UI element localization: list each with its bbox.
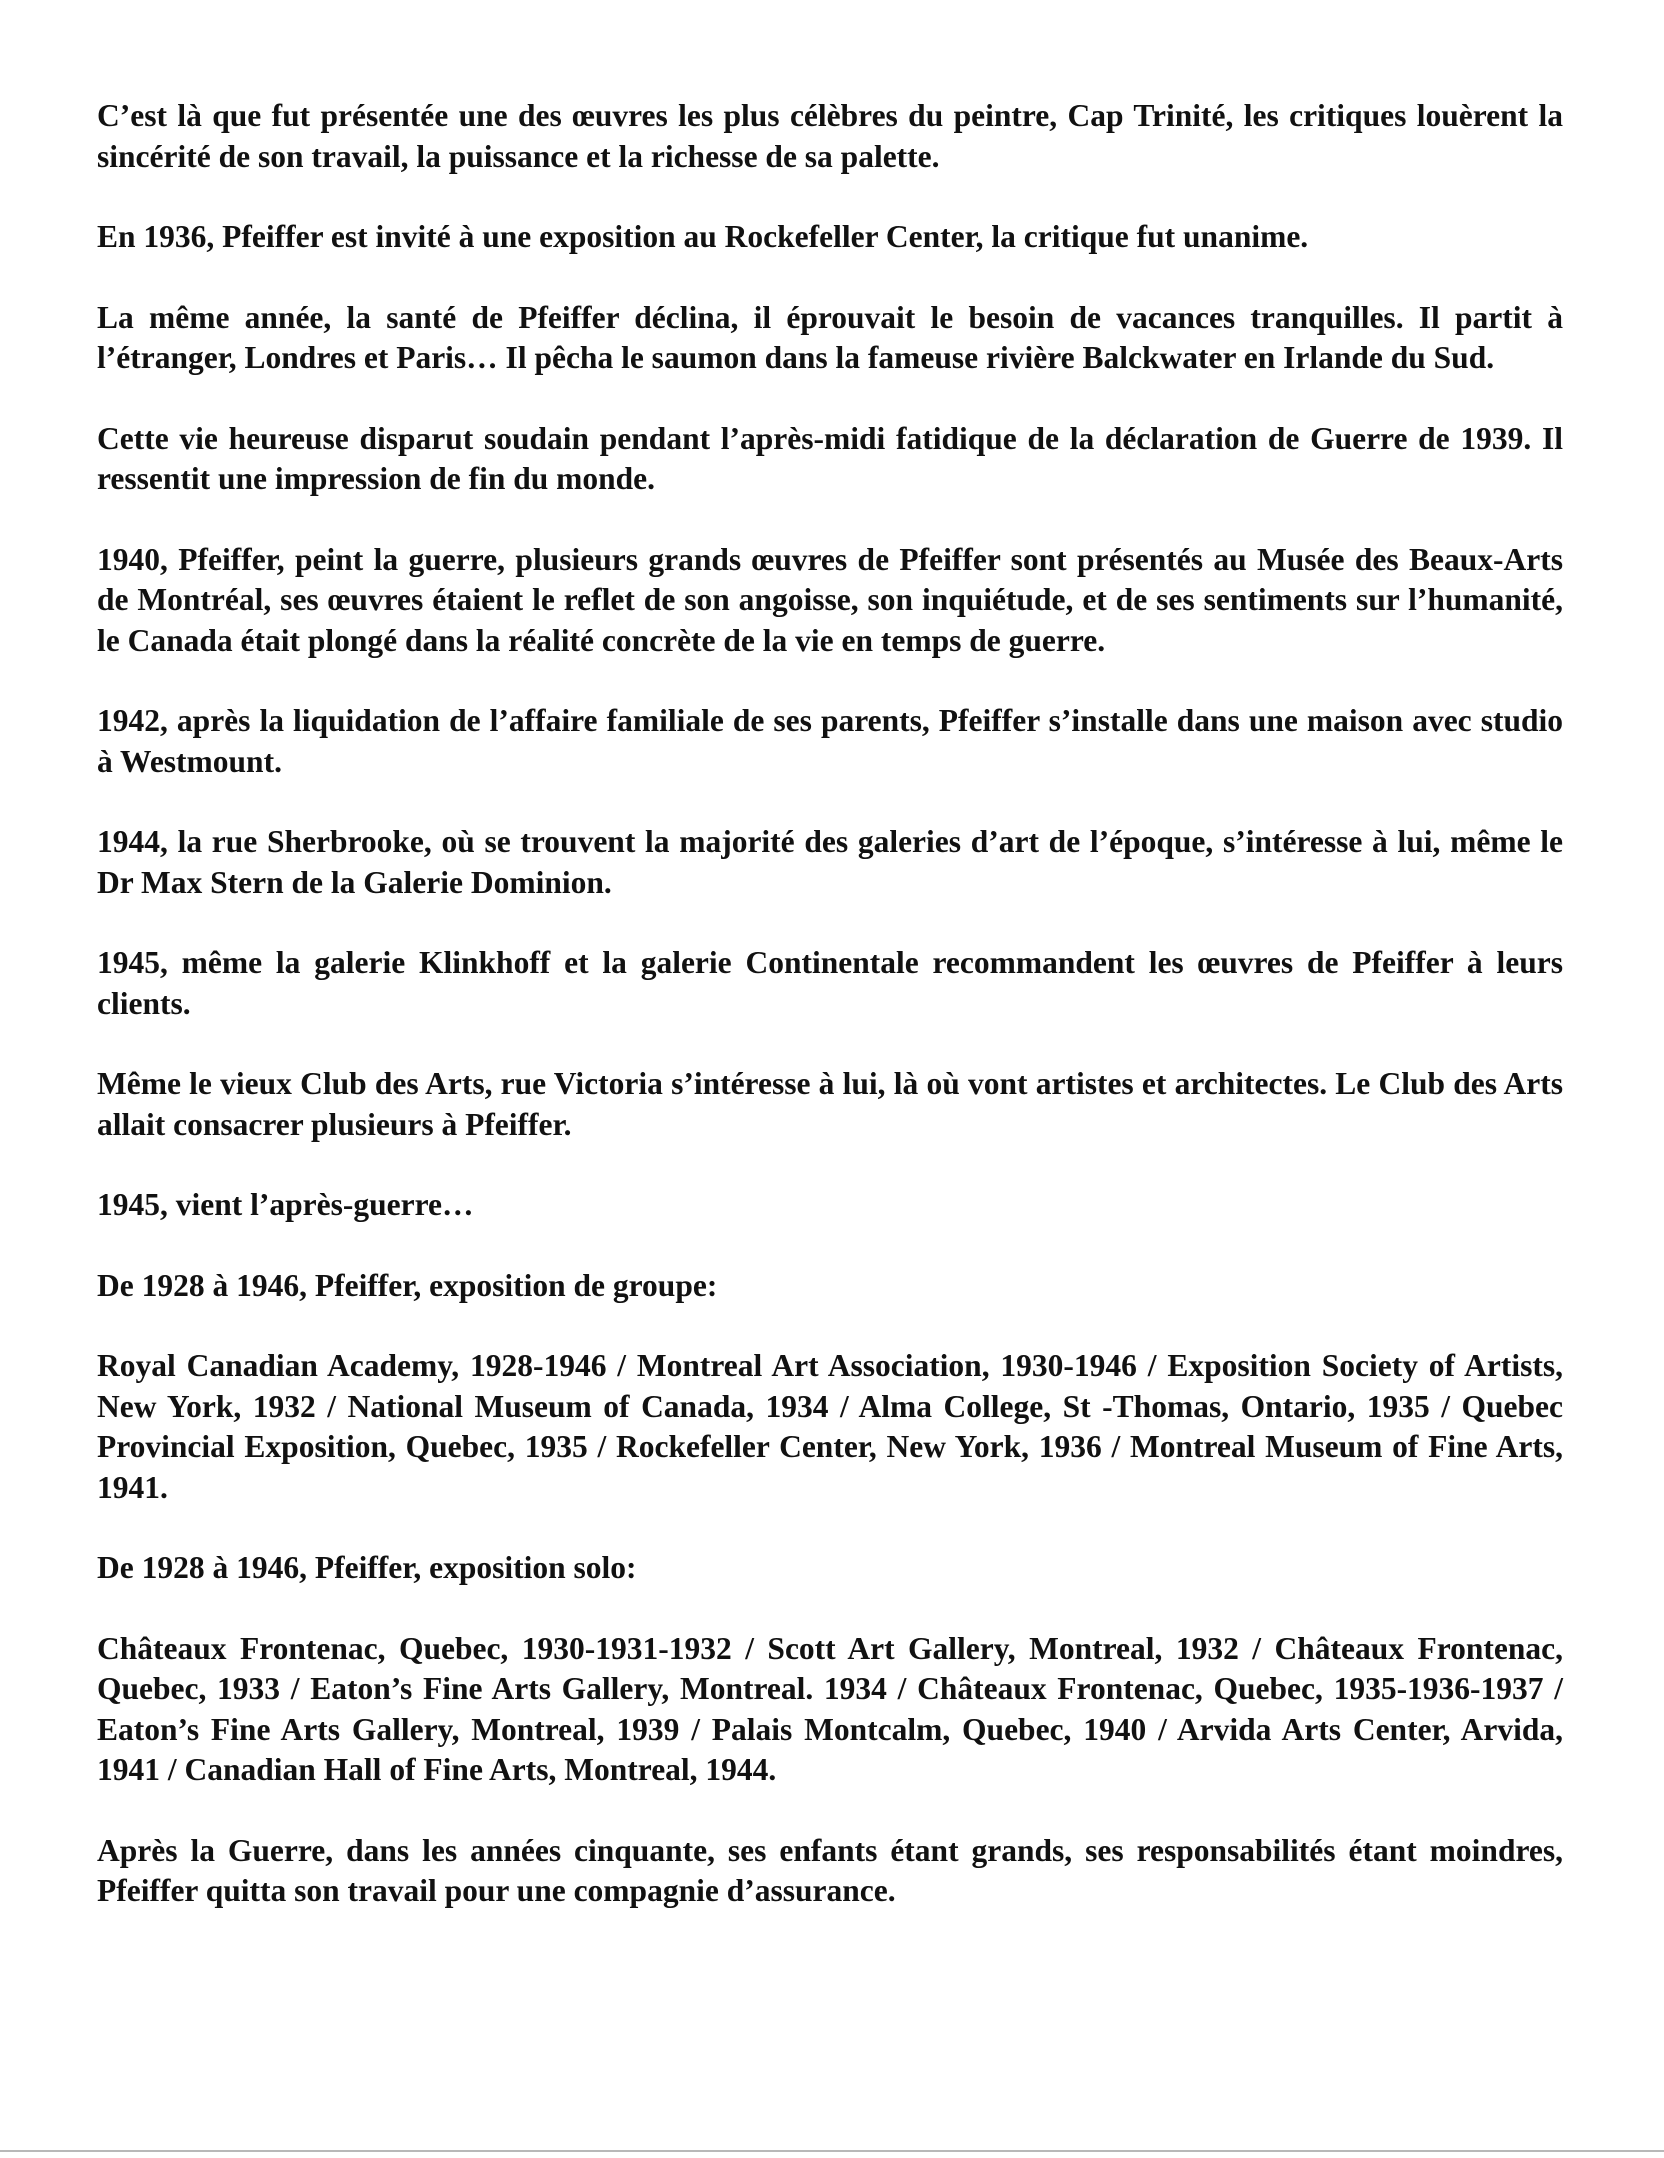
paragraph-1944-sherbrooke: 1944, la rue Sherbrooke, où se trouvent la majorité des galeries d’art de l’époque, s’intéresse à lui, même le Dr Max Stern de la Galerie Dominion. <box>97 824 1563 900</box>
heading-exposition-groupe: De 1928 à 1946, Pfeiffer, exposition de groupe: <box>97 1267 718 1303</box>
paragraph-sante-vacances: La même année, la santé de Pfeiffer déclina, il éprouvait le besoin de vacances tranquilles. Il partit à l’étranger, Londres et Paris… Il pêcha le saumon dans la fameuse rivière Balckwater en Irlande du Sud. <box>97 299 1563 375</box>
body-text <box>97 96 1563 1912</box>
paragraph-annees-cinquante: Après la Guerre, dans les années cinquante, ses enfants étant grands, ses responsabilités étant moindres, Pfeiffer quitta son travail pour une compagnie d’assurance. <box>97 1832 1563 1908</box>
paragraph-liste-groupe: Royal Canadian Academy, 1928-1946 / Montreal Art Association, 1930-1946 / Exposition Society of Artists, New York, 1932 / National Museum of Canada, 1934 / Alma College, St -Thomas, Ontario, 1935 / Quebec Provincial Exposition, Quebec, 1935 / Rockefeller Center, New York, 1936 / Montreal Museum of Fine Arts, 1941. <box>97 1348 1563 1505</box>
paragraph-liste-solo: Châteaux Frontenac, Quebec, 1930-1931-1932 / Scott Art Gallery, Montreal, 1932 / Châteaux Frontenac, Quebec, 1933 / Eaton’s Fine Arts Gallery, Montreal. 1934 / Châteaux Frontenac, Quebec, 1935-1936-1937 / Eaton’s Fine Arts Gallery, Montreal, 1939 / Palais Montcalm, Quebec, 1940 / Arvida Arts Center, Arvida, 1941 / Canadian Hall of Fine Arts, Montreal, 1944. <box>97 1630 1563 1787</box>
bottom-divider <box>0 2150 1664 2152</box>
paragraph-guerre-1939: Cette vie heureuse disparut soudain pendant l’après-midi fatidique de la déclaration de Guerre de 1939. Il ressentit une impression de fin du monde. <box>97 420 1563 496</box>
paragraph-apres-guerre: 1945, vient l’après-guerre… <box>97 1187 474 1222</box>
paragraph-1945-klinkhoff: 1945, même la galerie Klinkhoff et la galerie Continentale recommandent les œuvres de Pfeiffer à leurs clients. <box>97 945 1563 1021</box>
paragraph-rockefeller-1936: En 1936, Pfeiffer est invité à une exposition au Rockefeller Center, la critique fut unanime. <box>97 219 1309 254</box>
paragraph-1942-westmount: 1942, après la liquidation de l’affaire familiale de ses parents, Pfeiffer s’installe dans une maison avec studio à Westmount. <box>97 703 1563 779</box>
paragraph-1940-guerre: 1940, Pfeiffer, peint la guerre, plusieurs grands œuvres de Pfeiffer sont présentés au Musée des Beaux-Arts de Montréal, ses œuvres étaient le reflet de son angoisse, son inquiétude, et de ses sentiments sur l’humanité, le Canada était plongé dans la réalité concrète de la vie en temps de guerre. <box>97 541 1563 658</box>
heading-exposition-solo: De 1928 à 1946, Pfeiffer, exposition solo: <box>97 1550 637 1585</box>
paragraph-cap-trinite: C’est là que fut présentée une des œuvres les plus célèbres du peintre, Cap Trinité, les critiques louèrent la sincérité de son travail, la puissance et la richesse de sa palette. <box>97 98 1563 174</box>
paragraph-club-des-arts: Même le vieux Club des Arts, rue Victoria s’intéresse à lui, là où vont artistes et architectes. Le Club des Arts allait consacrer plusieurs à Pfeiffer. <box>97 1066 1563 1142</box>
